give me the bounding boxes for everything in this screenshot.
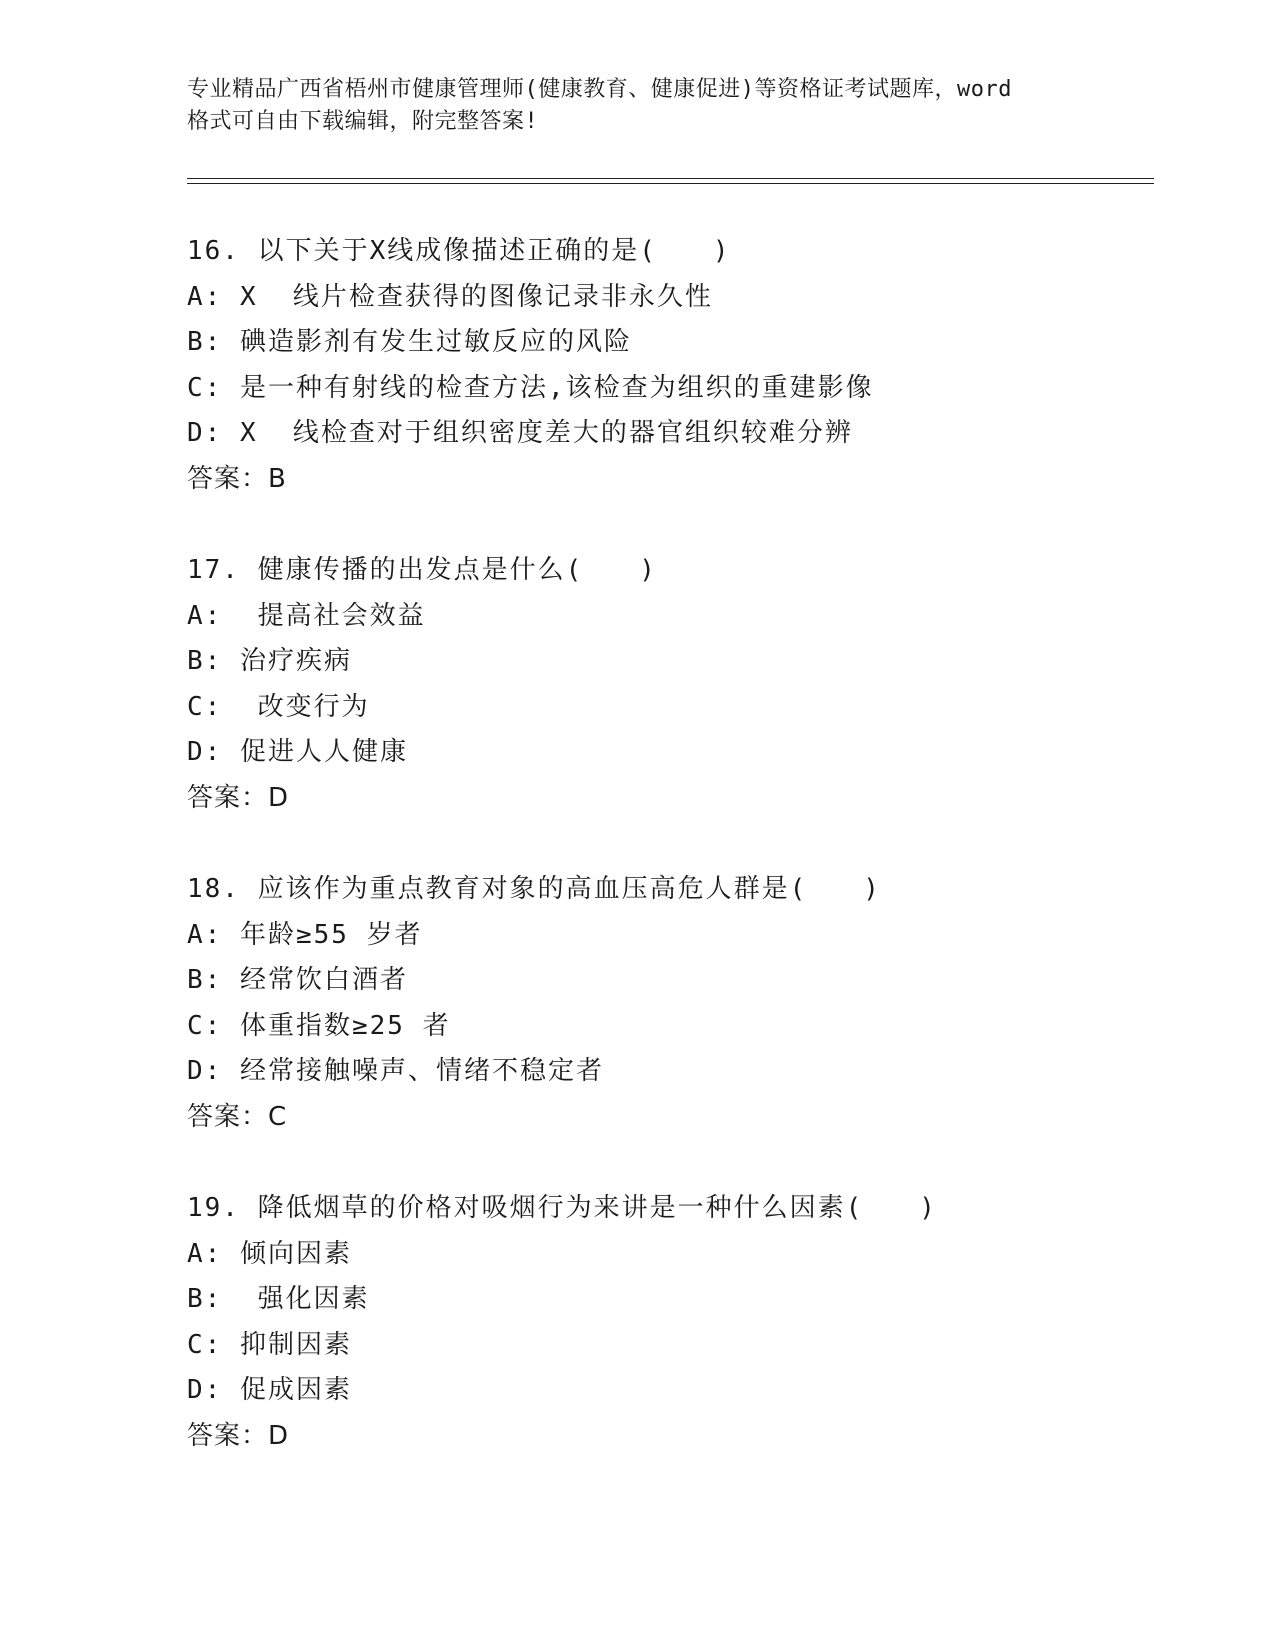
option-c: C: 体重指数≥25 者 — [187, 1010, 451, 1041]
question-16 — [187, 229, 1137, 502]
option-b: B: 经常饮白酒者 — [187, 965, 408, 995]
option-b: B: 强化因素 — [187, 1284, 370, 1314]
question-19 — [187, 1186, 1137, 1459]
header-line-1: 专业精品广西省梧州市健康管理师(健康教育、健康促进)等资格证考试题库，word — [187, 77, 1012, 102]
question-18 — [187, 867, 1137, 1140]
option-c: C: 改变行为 — [187, 691, 370, 722]
option-d: D: 经常接触噪声、情绪不稳定者 — [187, 1056, 604, 1086]
option-d: D: X 线检查对于组织密度差大的器官组织较难分辨 — [187, 418, 853, 448]
option-a: A: X 线片检查获得的图像记录非永久性 — [187, 281, 713, 312]
question-stem: 16. 以下关于X线成像描述正确的是( ) — [187, 236, 731, 266]
header-divider-bottom — [187, 183, 1154, 184]
question-17 — [187, 548, 1137, 821]
option-a: A: 倾向因素 — [187, 1238, 352, 1269]
question-stem: 18. 应该作为重点教育对象的高血压高危人群是( ) — [187, 874, 881, 904]
option-d: D: 促进人人健康 — [187, 737, 408, 767]
option-a: A: 提高社会效益 — [187, 600, 426, 631]
option-c: C: 抑制因素 — [187, 1329, 352, 1360]
answer: 答案：D — [187, 782, 290, 813]
option-d: D: 促成因素 — [187, 1375, 352, 1405]
option-c: C: 是一种有射线的检查方法,该检查为组织的重建影像 — [187, 372, 874, 403]
question-stem: 19. 降低烟草的价格对吸烟行为来讲是一种什么因素( ) — [187, 1193, 937, 1223]
question-stem: 17. 健康传播的出发点是什么( ) — [187, 555, 657, 585]
option-a: A: 年龄≥55 岁者 — [187, 919, 423, 950]
answer: 答案：C — [187, 1101, 288, 1132]
document-header — [187, 74, 1087, 138]
answer: 答案：D — [187, 1420, 290, 1451]
header-divider-top — [187, 178, 1154, 179]
option-b: B: 碘造影剂有发生过敏反应的风险 — [187, 327, 632, 357]
answer: 答案：B — [187, 463, 287, 494]
option-b: B: 治疗疾病 — [187, 646, 352, 676]
header-line-2: 格式可自由下载编辑，附完整答案! — [187, 109, 539, 134]
